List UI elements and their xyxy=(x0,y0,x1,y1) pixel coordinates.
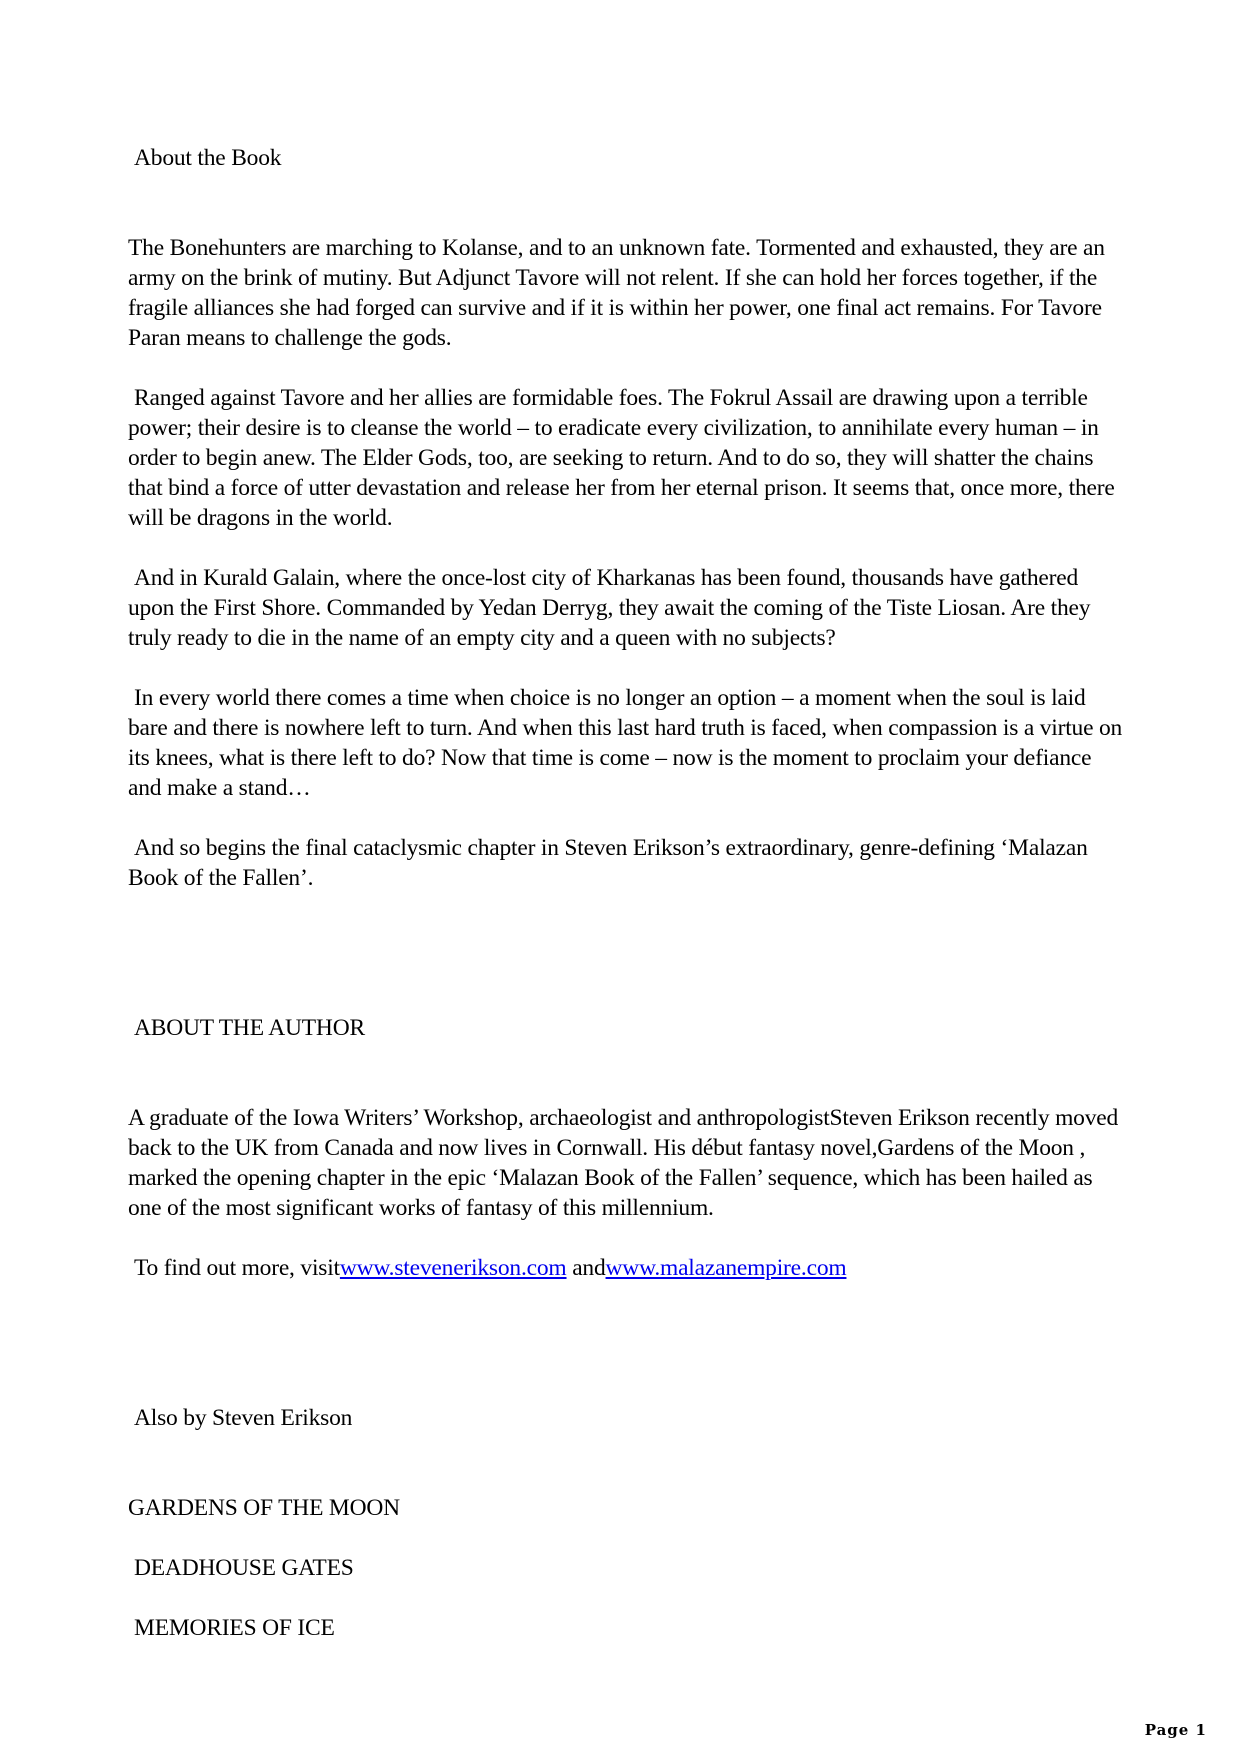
page-number: Page 1 xyxy=(1144,1721,1207,1739)
book-title-2: DEADHOUSE GATES xyxy=(134,1555,354,1581)
about-book-heading: About the Book xyxy=(134,145,282,171)
stevenerikson-link[interactable]: www.stevenerikson.com xyxy=(339,1255,567,1281)
about-book-paragraph-1: The Bonehunters are marching to Kolanse, and to an unknown fate. Tormented and exhausted, they are an army on the brink of mutiny. But Adjunct Tavore will not relent. If she can hold her forces together, if the fragile alliances she had forged can survive and if it is within her power, one final act remains. For Tavore Paran means to challenge the gods. xyxy=(128,235,1105,351)
book-title-1: GARDENS OF THE MOON xyxy=(128,1495,400,1521)
find-out-more-line xyxy=(128,1253,1128,1283)
also-by-heading: Also by Steven Erikson xyxy=(134,1405,353,1431)
about-book-paragraph-4: In every world there comes a time when choice is no longer an option – a moment when the soul is laid bare and there is nowhere left to turn. And when this last hard truth is faced, when compassion is a virtue on its knees, what is there left to do? Now that time is come – now is the moment to proclaim your defiance and make a stand… xyxy=(128,685,1123,801)
find-out-more-prefix: To find out more, visit xyxy=(134,1255,340,1281)
page-content xyxy=(128,143,1128,1643)
about-book-paragraph-2: Ranged against Tavore and her allies are formidable foes. The Fokrul Assail are drawing upon a terrible power; their desire is to cleanse the world – to eradicate every civilization, to annihilate every human – in order to begin anew. The Elder Gods, too, are seeking to return. And to do so, they will shatter the chains that bind a force of utter devastation and release her from her eternal prison. It seems that, once more, there will be dragons in the world. xyxy=(128,385,1115,531)
about-author-paragraph: A graduate of the Iowa Writers’ Workshop, archaeologist and anthropologistSteven Erikson recently moved back to the UK from Canada and now lives in Cornwall. His début fantasy novel,Gardens of the Moon , marked the opening chapter in the epic ‘Malazan Book of the Fallen’ sequence, which has been hailed as one of the most significant works of fantasy of this millennium. xyxy=(128,1105,1119,1221)
about-book-paragraph-5: And so begins the final cataclysmic chapter in Steven Erikson’s extraordinary, genre-defining ‘Malazan Book of the Fallen’. xyxy=(128,835,1088,891)
about-author-heading: ABOUT THE AUTHOR xyxy=(134,1015,365,1041)
book-title-3: MEMORIES OF ICE xyxy=(134,1615,335,1641)
malazanempire-link[interactable]: www.malazanempire.com xyxy=(605,1255,847,1281)
about-book-paragraph-3: And in Kurald Galain, where the once-lost city of Kharkanas has been found, thousands have gathered upon the First Shore. Commanded by Yedan Derryg, they await the coming of the Tiste Liosan. Are they truly ready to die in the name of an empty city and a queen with no subjects? xyxy=(128,565,1091,651)
find-out-more-middle: and xyxy=(566,1255,606,1281)
